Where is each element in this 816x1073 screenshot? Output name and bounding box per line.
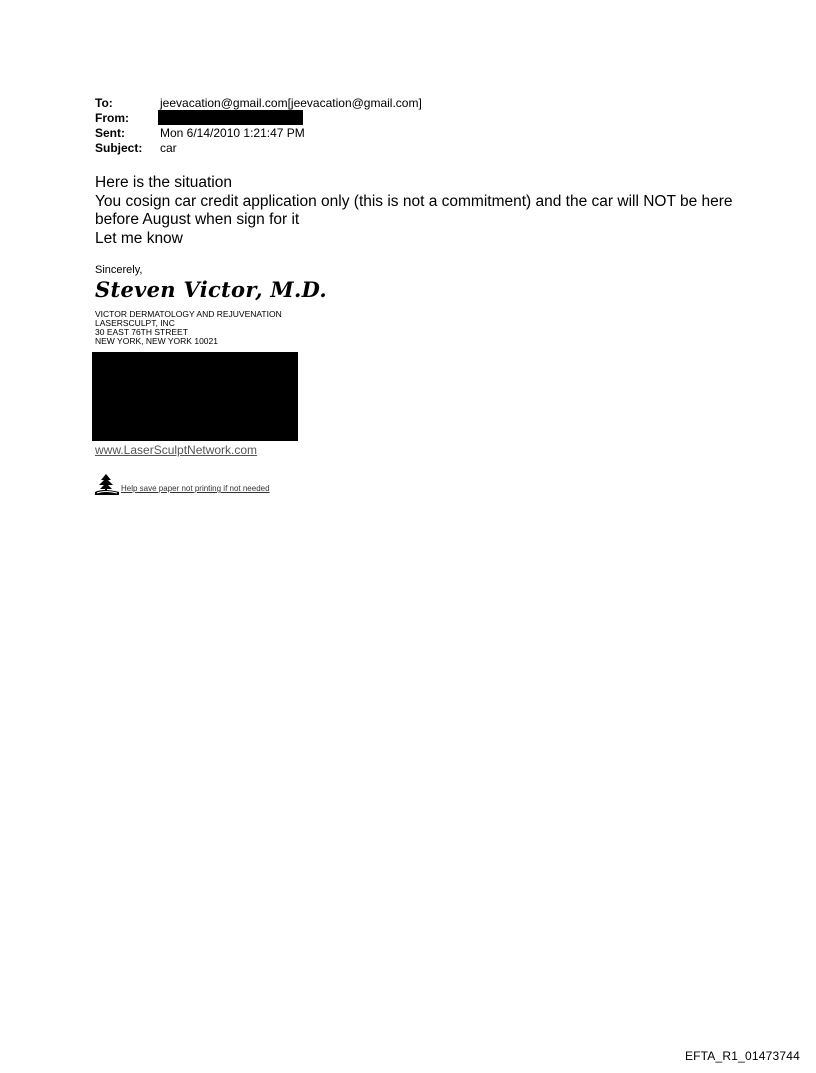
to-label: To: (95, 96, 113, 110)
signature-redaction (92, 352, 298, 441)
body-line-2: You cosign car credit application only (this is not a commitment) and the car will NOT be here before August when sign for it (95, 192, 733, 228)
subject-row (95, 141, 422, 156)
sent-label: Sent: (95, 126, 125, 140)
document-id: EFTA_R1_01473744 (684, 1049, 800, 1063)
sent-row (95, 126, 422, 141)
closing: Sincerely, (95, 264, 143, 276)
from-redaction (158, 110, 303, 125)
save-paper-text[interactable]: Help save paper not printing if not needed (121, 484, 270, 493)
sent-value: Mon 6/14/2010 1:21:47 PM (160, 126, 305, 140)
subject-label: Subject: (95, 141, 143, 155)
signature-address (95, 310, 282, 346)
email-body (95, 174, 735, 248)
save-paper-note (95, 473, 270, 495)
address-line: LASERSCULPT, INC (95, 318, 175, 328)
to-row (95, 96, 422, 111)
email-header (95, 96, 422, 156)
from-label: From: (95, 111, 129, 125)
website-link[interactable]: www.LaserSculptNetwork.com (95, 443, 258, 457)
body-line-3: Let me know (95, 229, 183, 247)
address-line: VICTOR DERMATOLOGY AND REJUVENATION (95, 309, 282, 319)
subject-value: car (160, 141, 177, 155)
to-value: jeevacation@gmail.com[jeevacation@gmail.com] (160, 96, 422, 110)
signature-name: Steven Victor, M.D. (95, 277, 327, 302)
address-line: NEW YORK, NEW YORK 10021 (95, 336, 218, 346)
tree-icon (95, 473, 119, 495)
body-line-1: Here is the situation (95, 174, 232, 191)
address-line: 30 EAST 76TH STREET (95, 327, 188, 337)
